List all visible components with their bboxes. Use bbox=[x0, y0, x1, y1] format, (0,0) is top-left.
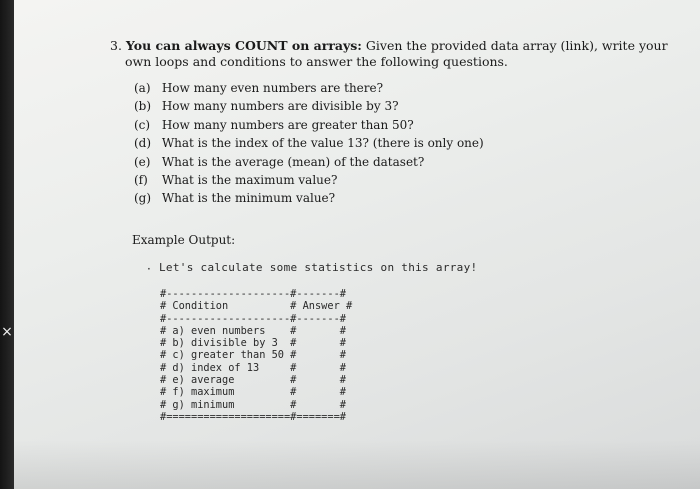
subquestion-item bbox=[134, 171, 484, 189]
subquestion-item bbox=[134, 134, 484, 152]
output-intro-line: Let's calculate some statistics on this array! bbox=[159, 261, 478, 274]
subquestion-list bbox=[134, 79, 484, 208]
question-number: 3. bbox=[110, 38, 122, 53]
subquestion-item bbox=[134, 189, 484, 207]
subquestion-item bbox=[134, 79, 484, 97]
viewer-left-edge bbox=[0, 0, 14, 489]
subquestion-letter: (b) bbox=[134, 99, 152, 114]
question-line-2: own loops and conditions to answer the following questions. bbox=[125, 54, 508, 69]
subquestion-text: How many even numbers are there? bbox=[161, 81, 384, 95]
subquestion-text: What is the index of the value 13? (there is only one) bbox=[161, 136, 484, 151]
document-page bbox=[14, 0, 700, 489]
subquestion-item bbox=[134, 116, 484, 134]
close-icon[interactable]: × bbox=[1, 324, 13, 340]
subquestion-text: What is the minimum value? bbox=[161, 191, 336, 206]
data-array-link[interactable]: link bbox=[565, 38, 590, 53]
subquestion-letter: (d) bbox=[134, 136, 152, 151]
subquestion-letter: (a) bbox=[134, 81, 151, 95]
question-lead: You can always COUNT on arrays: bbox=[125, 38, 362, 53]
subquestion-letter: (f) bbox=[134, 172, 148, 187]
subquestion-letter: (e) bbox=[134, 154, 151, 169]
bullet-icon: · bbox=[147, 262, 151, 276]
subquestion-letter: (c) bbox=[134, 117, 151, 132]
subquestion-text: What is the maximum value? bbox=[161, 172, 338, 187]
subquestion-text: How many numbers are greater than 50? bbox=[161, 117, 414, 132]
output-table: #--------------------#-------# # Condition # Answer # #--------------------#-------# # a) even numbers # # # b) divisible by 3 # # # c) greater than 50 # # # d) index of 13 # # # e) average # # # f) maximum # # # g) minimum # # #====================#=======# bbox=[160, 288, 353, 423]
question-text: Given the provided data array ( bbox=[361, 38, 566, 53]
subquestion-text: How many numbers are divisible by 3? bbox=[161, 99, 399, 114]
question-text-tail: ), write your bbox=[589, 38, 668, 53]
subquestion-letter: (g) bbox=[134, 191, 152, 206]
subquestion-item bbox=[134, 153, 484, 171]
question-header bbox=[110, 37, 668, 54]
subquestion-item bbox=[134, 97, 484, 115]
subquestion-text: What is the average (mean) of the dataset? bbox=[161, 154, 425, 169]
example-output-label: Example Output: bbox=[132, 233, 236, 247]
